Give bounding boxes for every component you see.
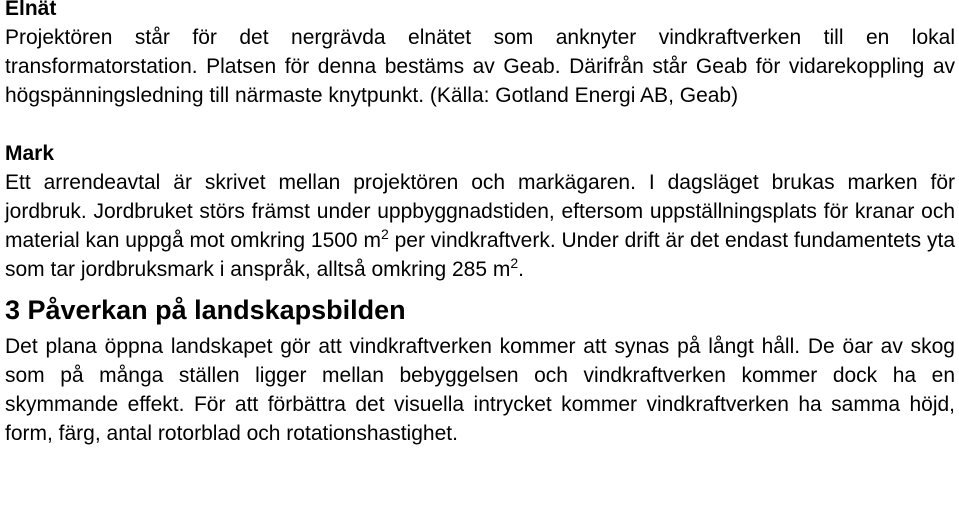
document-page	[5, 0, 955, 448]
superscript: 2	[510, 255, 519, 271]
spacer	[5, 110, 955, 139]
body-text-part: per vindkraftverk. Under drift är det endast fundamentets yta som tar jordbruksmark i anspråk, alltså omkring 285 m	[5, 229, 955, 281]
body-text-part: .	[518, 258, 524, 281]
section-body-elnat: Projektören står för det nergrävda elnätet som anknyter vindkraftverken till en lokal transformatorstation. Platsen för denna bestäms av Geab. Därifrån står Geab för vidarekoppling av högspänningsledning till närmaste knytpunkt. (Källa: Gotland Energi AB, Geab)	[5, 26, 955, 107]
body-text-part: Ett arrendeavtal är skrivet mellan projektören och markägaren. I dagsläget brukas marken för jordbruk. Jordbruket störs främst under uppbyggnadstiden, eftersom uppställningsplats för kranar och material kan uppgå mot omkring 1500 m	[5, 171, 955, 252]
superscript: 2	[380, 226, 389, 242]
chapter-heading: 3 Påverkan på landskapsbilden	[5, 295, 406, 325]
section-heading-mark: Mark	[5, 142, 55, 165]
section-body-mark	[5, 168, 955, 284]
section-heading-elnat: Elnät	[5, 0, 57, 20]
section-body-landskap: Det plana öppna landskapet gör att vindkraftverken kommer att synas på långt håll. De öar av skog som på många ställen ligger mellan bebyggelsen och vindkraftverken kommer dock ha en skymmande effekt. För att förbättra det visuella intrycket kommer vindkraftverken ha samma höjd, form, färg, antal rotorblad och rotationshastighet.	[5, 335, 955, 445]
section-mark	[5, 139, 955, 284]
section-elnat	[5, 0, 955, 110]
section-landskap	[5, 290, 955, 448]
